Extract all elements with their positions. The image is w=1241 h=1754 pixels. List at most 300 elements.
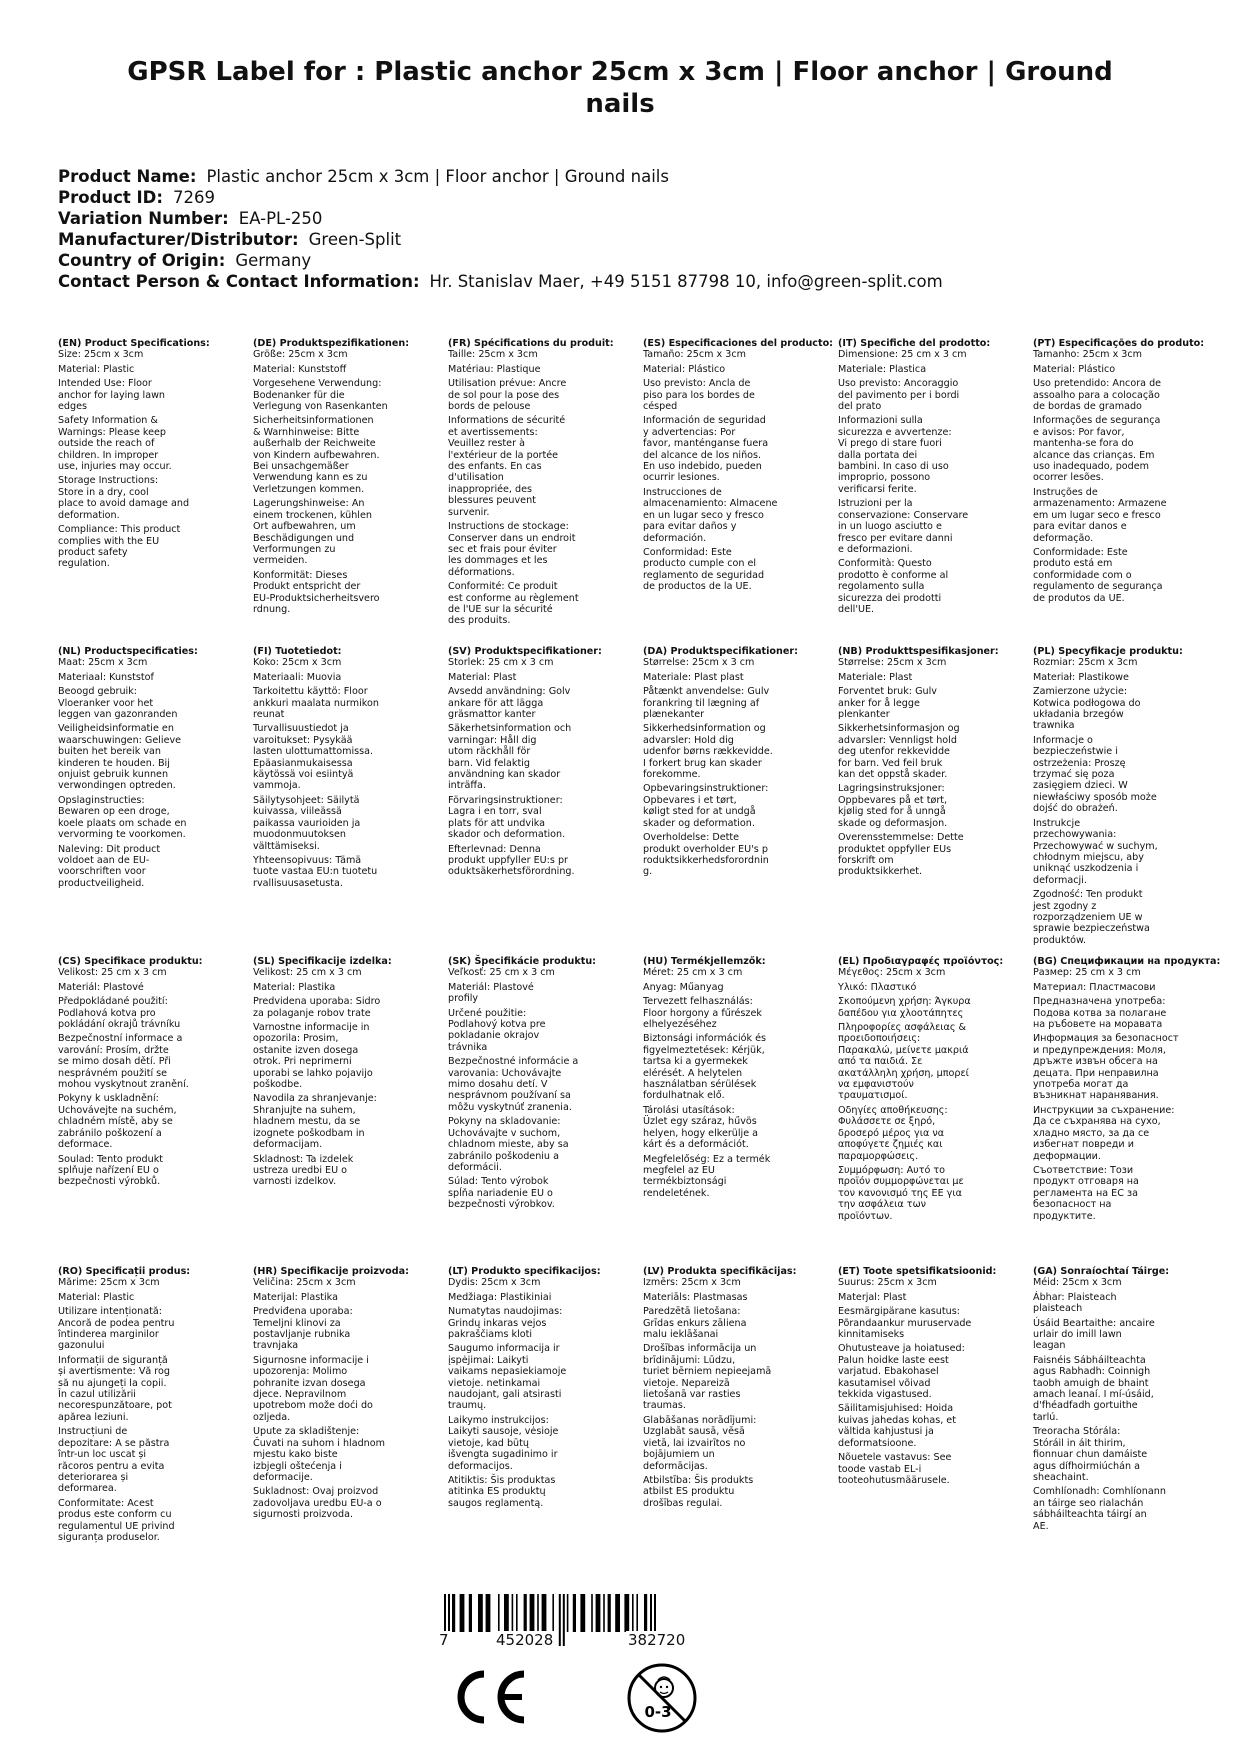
spec-card-line: Opslaginstructies: <box>58 794 145 806</box>
spec-card <box>448 1266 644 1509</box>
spec-card <box>838 338 1034 615</box>
spec-card-title: (FI) Tuotetiedot: <box>253 646 342 657</box>
spec-card-line: use, injuries may occur. <box>58 461 172 473</box>
spec-card-line: l'extérieur de la portée <box>448 449 559 461</box>
barcode-bar <box>636 1594 638 1632</box>
spec-card-line: & Warnhinweise: Bitte <box>253 426 360 438</box>
barcode-bar <box>567 1594 569 1632</box>
spec-card <box>838 646 1034 878</box>
spec-card-title: (BG) Спецификации на продукта: <box>1033 956 1221 967</box>
spec-card-line: complies with the EU <box>58 535 160 547</box>
spec-card-line: survenir. <box>448 506 490 518</box>
spec-card-line: sheachaint. <box>1033 1471 1089 1483</box>
spec-card-line: produto está em <box>1033 558 1113 570</box>
spec-card-line: Veuillez rester à <box>448 438 525 450</box>
spec-card-line: Navodila za shranjevanje: <box>253 1093 377 1105</box>
spec-card-line: Ancoră de podea pentru <box>58 1317 175 1329</box>
spec-card-line: Velikost: 25 cm x 3 cm <box>58 967 167 979</box>
spec-card-line: poškodbe. <box>253 1079 303 1091</box>
ce-mark-icon <box>452 1668 532 1726</box>
spec-card-title: (DA) Produktspecifikationer: <box>643 646 798 657</box>
spec-card-line: roduktsikkerhedsforordnin <box>643 854 769 866</box>
spec-card-line: kjølig sted for å unngå <box>838 806 946 818</box>
spec-card-line: răcoros pentru a evita <box>58 1460 165 1472</box>
spec-card-line: într-un loc uscat și <box>58 1449 147 1461</box>
spec-card-line: anker for å legge <box>838 697 920 709</box>
spec-card-line: Epäasianmukaisessa <box>253 757 353 769</box>
spec-card-line: skador och deformation. <box>448 829 566 841</box>
spec-card-line: Materiaal: Kunststof <box>58 671 154 683</box>
spec-card-line: naudojant, gali atsirasti <box>448 1389 562 1401</box>
spec-card-line: koele plaats om schade en <box>58 817 187 829</box>
spec-card-line: Verlegung von Rasenkanten <box>253 401 388 413</box>
spec-card-line: Informații de siguranță <box>58 1354 168 1366</box>
spec-card-title: (HU) Termékjellemzők: <box>643 956 766 967</box>
spec-card-line: Uzglabāt sausā, vēsā <box>643 1426 745 1438</box>
spec-card-line: Materjal: Plast <box>838 1291 907 1303</box>
spec-card-line: Bezpečnostné informácie a <box>448 1056 579 1068</box>
spec-card-line: Čuvati na suhom i hladnom <box>253 1437 385 1449</box>
spec-card-line: zabránilo poškodeniu a <box>448 1150 559 1162</box>
spec-card-line: Veiligheidsinformatie en <box>58 723 174 735</box>
barcode-bar <box>608 1594 611 1632</box>
spec-card-line: Glabāšanas norādījumi: <box>643 1414 757 1426</box>
spec-card-line: Pokyny na skladovanie: <box>448 1116 561 1128</box>
spec-card-title: (PL) Specyfikacje produktu: <box>1033 646 1183 657</box>
spec-card-line: Conformidade: Este <box>1033 546 1128 558</box>
spec-card-line: Veličina: 25cm x 3cm <box>253 1277 356 1289</box>
spec-card-line: vaikams nepasiekiamoje <box>448 1366 567 1378</box>
spec-card-line: Uchovávejte na suchém, <box>58 1104 177 1116</box>
spec-card-line: Informacje o <box>1033 734 1093 746</box>
spec-card-line: Lagra i en torr, sval <box>448 806 542 818</box>
spec-card-line: προϊόν συμμορφώνεται με <box>838 1176 964 1188</box>
spec-card-line: Shranjujte na suhem, <box>253 1104 356 1116</box>
spec-card-line: Vorgesehene Verwendung: <box>253 378 382 390</box>
spec-card-line: kinnitamiseks <box>838 1329 905 1341</box>
spec-card-line: deformación. <box>643 532 707 544</box>
spec-card-line: uniknąć uszkodzenia i <box>1033 863 1139 875</box>
spec-card-line: Materiál: Plastové <box>58 981 144 993</box>
spec-card-line: zasięgiem dzieci. W <box>1033 780 1128 792</box>
spec-card-line: vietoje, kad būtų <box>448 1437 529 1449</box>
spec-card <box>448 646 644 878</box>
spec-card-line: del prato <box>838 401 882 413</box>
spec-card-line: Vloeranker voor het <box>58 697 154 709</box>
spec-card-line: malu ieklāšanai <box>643 1329 719 1341</box>
spec-card-line: bojājumiem un <box>643 1449 715 1461</box>
spec-card-line: Grindų inkaras vejos <box>448 1317 547 1329</box>
spec-card-line: Conformità: Questo <box>838 558 932 570</box>
spec-card <box>448 956 644 1211</box>
spec-card-line: τραυματισμοί. <box>838 1090 908 1102</box>
spec-card-line: ankare för att lägga <box>448 697 544 709</box>
spec-card-line: Utilizare intenționată: <box>58 1306 162 1318</box>
spec-card-title: (SK) Špecifikácie produktu: <box>448 956 597 967</box>
spec-card-line: αποφύγετε ζημιές και <box>838 1139 943 1151</box>
spec-card-line: Dimensione: 25 cm x 3 cm <box>838 349 967 361</box>
spec-card-line: outside the reach of <box>58 438 155 450</box>
spec-card-line: избегнат повреди и <box>1033 1139 1134 1151</box>
barcode-bar <box>486 1594 491 1632</box>
spec-card-line: deformacijam. <box>253 1139 323 1151</box>
spec-card-line: piso para los bordes de <box>643 389 755 401</box>
spec-card-line: djece. Nepravilnom <box>253 1389 347 1401</box>
spec-card-line: les dommages et les <box>448 555 548 567</box>
spec-card-line: Instrucciones de <box>643 486 722 498</box>
spec-card-line: sábháilteachta táirgí an <box>1033 1509 1147 1521</box>
spec-card-line: Größe: 25cm x 3cm <box>253 349 348 361</box>
spec-card-line: Pokyny k uskladnění: <box>58 1093 159 1105</box>
spec-card-line: alcance das crianças. Em <box>1033 449 1155 461</box>
spec-card-line: Floor horgony a fűrészek <box>643 1007 762 1019</box>
spec-card-line: favor, manténganse fuera <box>643 438 769 450</box>
spec-card-line: Předpokládané použití: <box>58 996 168 1008</box>
spec-card-line: y advertencias: Por <box>643 426 736 438</box>
spec-card-line: sec et frais pour éviter <box>448 543 557 555</box>
spec-card-line: forekomme. <box>643 769 701 781</box>
spec-card-line: außerhalb der Reichweite <box>253 438 376 450</box>
spec-card-line: megfelel az EU <box>643 1164 715 1176</box>
spec-card-line: tartsa ki a gyermekek <box>643 1056 748 1068</box>
spec-card-line: regulation. <box>58 558 110 570</box>
spec-card-line: προϊόντων. <box>838 1210 893 1222</box>
spec-card <box>1033 956 1229 1222</box>
spec-card-title: (ET) Toote spetsifikatsioonid: <box>838 1266 997 1277</box>
spec-card <box>1033 1266 1229 1532</box>
spec-card-line: Да се съхранява на сухо, <box>1033 1116 1161 1128</box>
spec-card-line: necorespunzătoare, pot <box>58 1400 172 1412</box>
spec-card-title: (IT) Specifiche del prodotto: <box>838 338 991 349</box>
spec-card-line: deformatsioone. <box>838 1437 917 1449</box>
spec-card-line: deformarea. <box>58 1483 117 1495</box>
spec-card-line: se mimo dosah dětí. Při <box>58 1056 171 1068</box>
spec-card-line: įspėjimai: Laikyti <box>448 1354 529 1366</box>
spec-card-line: Storage Instructions: <box>58 475 159 487</box>
spec-card-line: de l'UE sur la sécurité <box>448 603 553 615</box>
spec-card-line: von Kindern aufbewahren. <box>253 449 380 461</box>
spec-card-line: и предупреждения: Моля, <box>1033 1044 1166 1056</box>
spec-card-line: Velikost: 25 cm x 3 cm <box>253 967 362 979</box>
info-row <box>58 208 943 229</box>
info-label: Product Name: <box>58 167 197 186</box>
spec-card-line: verificarsi ferite. <box>838 483 917 495</box>
spec-card-line: apărea leziuni. <box>58 1411 129 1423</box>
spec-card-line: välttämiseksi. <box>253 840 320 852</box>
spec-card-line: Stóráil in áit thirim, <box>1033 1437 1126 1449</box>
spec-card-line: urlair do imill lawn <box>1033 1329 1122 1341</box>
spec-card-line: Informations de sécurité <box>448 415 566 427</box>
barcode-digits-mid: 452028 <box>496 1631 554 1649</box>
spec-card-line: improprio, possono <box>838 472 931 484</box>
spec-card-line: Méret: 25 cm x 3 cm <box>643 967 743 979</box>
spec-card-line: produs este conform cu <box>58 1509 172 1521</box>
spec-card-line: kuivas jahedas kohas, et <box>838 1414 956 1426</box>
spec-card-title: (LV) Produkta specifikācijas: <box>643 1266 797 1277</box>
info-row <box>58 229 943 250</box>
spec-card-line: elérését. A helytelen <box>643 1067 743 1079</box>
spec-card-line: Avsedd användning: Golv <box>448 686 571 698</box>
spec-card-line: turiet bērniem nepieejamā <box>643 1366 772 1378</box>
spec-card-line: prodotto è conforme al <box>838 569 949 581</box>
spec-card-line: kinderen te houden. Bij <box>58 757 170 769</box>
spec-card-line: e deformazioni. <box>838 543 913 555</box>
spec-card-line: conservazione: Conservare <box>838 509 969 521</box>
spec-card-line: Bei unsachgemäßer <box>253 461 349 473</box>
spec-card-line: Podlahová kotva pro <box>58 1007 156 1019</box>
spec-card-line: para evitar danos e <box>1033 521 1127 533</box>
spec-card-line: Подова котва за полагане <box>1033 1007 1167 1019</box>
spec-card-line: kárt és a deformációt. <box>643 1139 749 1151</box>
spec-card-line: Veľkosť: 25 cm x 3 cm <box>448 967 555 979</box>
spec-card-line: uporabi se lahko pojavijo <box>253 1067 373 1079</box>
spec-card-line: dell'UE. <box>838 603 875 615</box>
barcode-bar <box>624 1594 629 1632</box>
spec-card-line: de produtos da UE. <box>1033 592 1125 604</box>
spec-card-line: môžu vyskytnúť zranenia. <box>448 1101 572 1113</box>
spec-card-line: продукт отговаря на <box>1033 1176 1139 1188</box>
spec-card-line: деформации. <box>1033 1150 1101 1162</box>
spec-card-line: Size: 25cm x 3cm <box>58 349 144 361</box>
info-label: Manufacturer/Distributor: <box>58 230 299 249</box>
spec-card-line: saugos reglamentą. <box>448 1497 544 1509</box>
spec-card-line: køligt sted for at undgå <box>643 806 756 818</box>
spec-card-title: (ES) Especificaciones del producto: <box>643 338 834 349</box>
spec-card-line: Üzlet egy száraz, hűvös <box>643 1116 757 1128</box>
spec-card-line: întinderea marginilor <box>58 1329 159 1341</box>
spec-card-line: produkt overholder EU's p <box>643 843 768 855</box>
spec-card-line: на ръбовете на моравата <box>1033 1019 1163 1031</box>
spec-card-line: Материал: Пластмасови <box>1033 981 1156 993</box>
spec-card-line: trzymać się poza <box>1033 769 1115 781</box>
spec-card-line: varjatud. Ebakohasel <box>838 1366 939 1378</box>
barcode-bar <box>524 1594 527 1632</box>
spec-card-line: mjestu kako biste <box>253 1449 338 1461</box>
spec-card-line: des produits. <box>448 615 511 627</box>
spec-card-line: Lagerungshinweise: An <box>253 498 365 510</box>
spec-card-line: Grīdas enkurs zāliena <box>643 1317 747 1329</box>
spec-card-line: para evitar daños y <box>643 521 737 533</box>
spec-card-line: Utilisation prévue: Ancre <box>448 378 567 390</box>
spec-card-line: taobh amuigh de bhaint <box>1033 1377 1149 1389</box>
spec-card-line: pohranite izvan dosega <box>253 1377 366 1389</box>
spec-card-line: Σκοπούμενη χρήση: Άγκυρα <box>838 996 971 1008</box>
spec-card-line: Uso previsto: Ancla de <box>643 378 751 390</box>
spec-card <box>643 1266 839 1509</box>
spec-card-line: Παρακαλώ, μείνετε μακριά <box>838 1044 969 1056</box>
spec-card-line: assoalho para a colocação <box>1033 389 1160 401</box>
spec-card-line: Bewaren op een droge, <box>58 806 170 818</box>
spec-card-line: Predvidena uporaba: Sidro <box>253 996 381 1008</box>
spec-card <box>838 1266 1034 1486</box>
spec-card-line: atitinka ES produktų <box>448 1486 546 1498</box>
spec-card-line: Atitiktis: Šis produktas <box>448 1474 556 1486</box>
spec-card <box>448 338 644 627</box>
barcode-bar <box>580 1594 585 1632</box>
spec-card-line: Ort aufbewahren, um <box>253 521 356 533</box>
spec-card-line: Οδηγίες αποθήκευσης: <box>838 1104 948 1116</box>
spec-card-line: Určené použitie: <box>448 1007 527 1019</box>
spec-card-line: Bodenanker für die <box>253 389 345 401</box>
spec-card-line: drošības regulai. <box>643 1497 723 1509</box>
spec-card-line: Instrukcje <box>1033 817 1081 829</box>
spec-card-line: amach leanaí. I mí-úsáid, <box>1033 1389 1154 1401</box>
spec-card-line: Paredzētā lietošana: <box>643 1306 741 1318</box>
spec-card-line: Zgodność: Ten produkt <box>1033 889 1143 901</box>
info-label: Contact Person & Contact Information: <box>58 272 420 291</box>
spec-card-line: profily <box>448 993 479 1005</box>
spec-card-line: από τα παιδιά. Σε <box>838 1056 923 1068</box>
spec-card-line: Comhlíonadh: Comhlíonann <box>1033 1486 1166 1498</box>
spec-card-line: regolamento sulla <box>838 581 925 593</box>
spec-card-line: deg utenfor rekkevidde <box>838 746 950 758</box>
spec-card-line: Rozmiar: 25cm x 3cm <box>1033 657 1138 669</box>
spec-card-line: plenkanter <box>838 709 890 721</box>
spec-card-line: udenfor børns rækkevidde. <box>643 746 773 758</box>
barcode-bar <box>632 1594 634 1632</box>
spec-card-line: Storlek: 25 cm x 3 cm <box>448 657 554 669</box>
spec-card-line: fordulhatnak elő. <box>643 1090 725 1102</box>
spec-card-line: Sikkerhetsinformasjon og <box>838 723 960 735</box>
spec-card-line: waarschuwingen: Gelieve <box>58 734 182 746</box>
spec-card-line: Mărime: 25cm x 3cm <box>58 1277 160 1289</box>
spec-card-line: хладно място, за да се <box>1033 1127 1150 1139</box>
spec-card-line: verwondingen optreden. <box>58 780 176 792</box>
spec-card-line: vammoja. <box>253 780 301 792</box>
spec-card-line: izbjegli oštećenja i <box>253 1460 342 1472</box>
spec-card-line: ostanite izven dosega <box>253 1044 359 1056</box>
spec-card-line: Naleving: Dit product <box>58 843 161 855</box>
spec-card-line: Efterlevnad: Denna <box>448 843 541 855</box>
spec-card-line: układania brzegów <box>1033 709 1124 721</box>
spec-card-line: Размер: 25 cm x 3 cm <box>1033 967 1141 979</box>
spec-card-line: inappropriée, des <box>448 483 533 495</box>
spec-card-line: Conserver dans un endroit <box>448 532 576 544</box>
spec-card-line: Podlahový kotva pre <box>448 1019 546 1031</box>
spec-card-line: de bordas de gramado <box>1033 401 1142 413</box>
spec-card-line: Zamierzone użycie: <box>1033 686 1128 698</box>
spec-card-line: depozitare: A se păstra <box>58 1437 170 1449</box>
spec-card-line: rvallisuusasetusta. <box>253 877 343 889</box>
spec-card-line: Izmērs: 25cm x 3cm <box>643 1277 741 1289</box>
spec-card-line: césped <box>643 401 678 413</box>
spec-card-line: kan det oppstå skader. <box>838 769 948 781</box>
spec-card-line: pokládání okrajů trávníku <box>58 1019 181 1031</box>
spec-card-line: Størrelse: 25cm x 3cm <box>838 657 947 669</box>
spec-card-line: Material: Plastika <box>253 981 336 993</box>
spec-card-line: kasutamisel võivad <box>838 1377 931 1389</box>
spec-card-line: toode vastab EL-i <box>838 1463 922 1475</box>
spec-card-line: Sukladnost: Ovaj proizvod <box>253 1486 379 1498</box>
age-warning-icon <box>626 1662 698 1734</box>
spec-card-line: rozporządzeniem UE w <box>1033 911 1143 923</box>
spec-card-line: en un lugar seco y fresco <box>643 509 764 521</box>
spec-card-line: vermeiden. <box>253 555 308 567</box>
spec-card-line: Material: Plast <box>448 671 517 683</box>
spec-card-line: nesprávném použití se <box>58 1067 168 1079</box>
spec-card-line: blessures peuvent <box>448 495 536 507</box>
spec-card-line: for barn. Ved feil bruk <box>838 757 943 769</box>
spec-card-line: I forkert brug kan skader <box>643 757 762 769</box>
spec-card-line: Material: Plástico <box>643 363 726 375</box>
spec-card-line: ozljeda. <box>253 1411 291 1423</box>
spec-card-line: Laikymo instrukcijos: <box>448 1414 549 1426</box>
spec-card-line: inträffa. <box>448 780 486 792</box>
spec-card-line: vietā, lai izvairītos no <box>643 1437 746 1449</box>
spec-card-line: Méid: 25cm x 3cm <box>1033 1277 1122 1289</box>
spec-card-line: Uso pretendido: Ancora de <box>1033 378 1162 390</box>
spec-card-line: de sol pour la pose des <box>448 389 560 401</box>
spec-card-line: Temeljni klinovi za <box>253 1317 341 1329</box>
spec-card-line: produktsikkerhet. <box>838 866 923 878</box>
info-label: Country of Origin: <box>58 251 226 270</box>
spec-card-line: przechowywania: <box>1033 829 1117 841</box>
spec-card-line: Atbilstība: Šis produkts <box>643 1474 754 1486</box>
spec-card-line: Súlad: Tento výrobok <box>448 1176 549 1188</box>
spec-card-line: дръжте извън обсега на <box>1033 1056 1158 1068</box>
spec-card-line: et avertissements: <box>448 426 538 438</box>
spec-card-line: Taille: 25cm x 3cm <box>448 349 538 361</box>
spec-card-line: Conformitate: Acest <box>58 1497 154 1509</box>
spec-card-line: em um lugar seco e fresco <box>1033 509 1161 521</box>
spec-card-line: Tamanho: 25cm x 3cm <box>1033 349 1143 361</box>
spec-card-line: tekkida vigastused. <box>838 1389 932 1401</box>
spec-card-line: Informações de segurança <box>1033 415 1161 427</box>
spec-card-line: Съответствие: Този <box>1033 1164 1134 1176</box>
spec-card-line: agus Rabhadh: Coinnigh <box>1033 1366 1151 1378</box>
spec-card-line: vietoje. netinkamai <box>448 1377 541 1389</box>
spec-card-line: leagan <box>1033 1340 1066 1352</box>
spec-card-line: reunat <box>253 709 285 721</box>
spec-card-line: traumas. <box>643 1400 686 1412</box>
barcode-bar <box>530 1594 535 1632</box>
spec-card-line: niewłaściwy sposób może <box>1033 791 1157 803</box>
spec-card <box>58 646 254 889</box>
spec-card-title: (PT) Especificações do produto: <box>1033 338 1205 349</box>
spec-card-line: zadovoljava uredbu EU-a o <box>253 1497 382 1509</box>
spec-card-line: sprawie bezpieczeństwa <box>1033 923 1150 935</box>
spec-card-line: déformations. <box>448 566 515 578</box>
spec-card-line: kuivassa, viileässä <box>253 806 342 818</box>
spec-card-line: Dydis: 25cm x 3cm <box>448 1277 541 1289</box>
barcode-bar <box>596 1594 601 1632</box>
spec-card-line: Úsáid Beartaithe: ancaire <box>1033 1317 1155 1329</box>
spec-card-line: hladnem mestu, da se <box>253 1116 361 1128</box>
spec-card-line: plats för att undvika <box>448 817 545 829</box>
spec-card-title: (LT) Produkto specifikacijos: <box>448 1266 601 1277</box>
spec-card-line: Conformité: Ce produit <box>448 581 558 593</box>
spec-card-line: Sikkerhedsinformation og <box>643 723 766 735</box>
spec-card-line: producto cumple con el <box>643 558 757 570</box>
spec-card-line: Varnostne informacije in <box>253 1022 370 1034</box>
product-info <box>58 166 943 292</box>
spec-card-line: Soulad: Tento produkt <box>58 1153 164 1165</box>
spec-card-line: Forventet bruk: Gulv <box>838 686 937 698</box>
info-label: Variation Number: <box>58 209 229 228</box>
spec-card-line: Предназначена употреба: <box>1033 996 1166 1008</box>
spec-card-line: fionnuar chun damáiste <box>1033 1449 1148 1461</box>
barcode-bar <box>603 1594 605 1632</box>
info-value: Plastic anchor 25cm x 3cm | Floor anchor | Ground nails <box>206 167 669 186</box>
spec-card-line: Instructions de stockage: <box>448 521 569 533</box>
spec-card-line: splňuje nařízení EU o <box>58 1164 159 1176</box>
spec-card-line: d'utilisation <box>448 472 504 484</box>
spec-card-line: Material: Plastic <box>58 1291 135 1303</box>
spec-card-line: izognete poškodbam in <box>253 1127 365 1139</box>
spec-card-line: g. <box>643 866 653 878</box>
info-value: Germany <box>235 251 312 270</box>
spec-card-line: Compliance: This product <box>58 524 181 536</box>
